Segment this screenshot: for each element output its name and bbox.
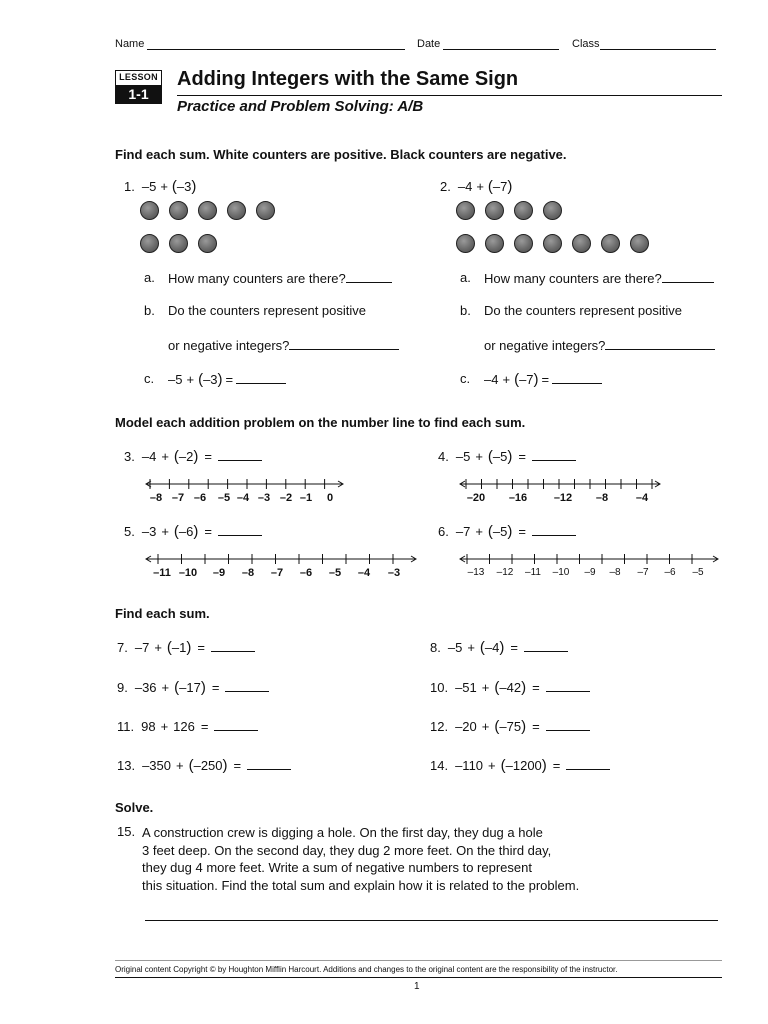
question-b-letter: b.	[460, 303, 471, 318]
addend-a: –20	[455, 719, 477, 734]
sign-answer-blank[interactable]	[289, 337, 399, 350]
equals-sign: =	[541, 372, 550, 387]
addend-b: –2	[178, 449, 194, 464]
problem-number: 5.	[124, 524, 135, 539]
answer-blank[interactable]	[532, 448, 576, 461]
addend-b: –5	[492, 449, 508, 464]
number-line-label: –10	[178, 567, 198, 579]
expression	[456, 449, 576, 464]
addend-a: –350	[142, 758, 171, 773]
question-a-letter: a.	[144, 270, 155, 285]
negative-counter	[456, 234, 475, 253]
negative-counter	[169, 201, 188, 220]
number-line-label: –7	[270, 567, 284, 579]
expression	[455, 719, 590, 734]
addend-b: –4	[484, 640, 500, 655]
addend-b: –3	[176, 179, 192, 194]
equals-sign: =	[532, 719, 540, 734]
number-line-label: –8	[595, 492, 609, 504]
negative-counter	[198, 234, 217, 253]
question-a-letter: a.	[460, 270, 471, 285]
number-line-label: –4	[635, 492, 649, 504]
plus-sign: +	[481, 680, 490, 695]
addend-a: –4	[141, 449, 157, 464]
negative-counter	[543, 201, 562, 220]
close-paren: )	[186, 639, 192, 656]
problem-number: 7.	[117, 640, 128, 655]
negative-counter	[140, 234, 159, 253]
problem-2	[440, 178, 512, 195]
title-rule	[177, 95, 722, 96]
expression	[142, 449, 262, 464]
addend-a: –51	[455, 680, 477, 695]
copyright-notice: Original content Copyright © by Houghton Mifflin Harcourt. Additions and changes to the original content are the responsibility of the instructor.	[115, 965, 618, 974]
problem-3	[124, 448, 262, 465]
addend-a: 98	[141, 719, 156, 734]
close-paren: )	[541, 757, 547, 774]
answer-blank[interactable]	[214, 718, 258, 731]
problem-5	[124, 523, 262, 540]
name-field-row	[115, 38, 405, 50]
question-b-text: or negative integers?	[484, 338, 606, 353]
problem-number: 4.	[438, 449, 449, 464]
class-field-row	[572, 38, 716, 50]
addend-a: –5	[168, 372, 183, 387]
plus-sign: +	[481, 719, 490, 734]
addend-b: –1200	[505, 758, 542, 773]
answer-blank[interactable]	[524, 639, 568, 652]
expression	[455, 758, 610, 773]
addend-b: –7	[492, 179, 508, 194]
equals-sign: =	[532, 680, 540, 695]
plus-sign: +	[160, 179, 168, 194]
addend-b: –75	[499, 719, 522, 734]
plus-sign: +	[475, 449, 483, 464]
expression	[141, 719, 258, 734]
open-paren: (	[487, 178, 493, 195]
close-paren: )	[193, 448, 199, 465]
expression	[142, 524, 262, 539]
problem-number: 2.	[440, 179, 451, 194]
plus-sign: +	[186, 372, 195, 387]
problem-7	[117, 639, 255, 656]
close-paren: )	[200, 679, 206, 696]
equals-sign: =	[204, 449, 212, 464]
section1-instruction: Find each sum. White counters are positive. Black counters are negative.	[115, 147, 567, 162]
negative-counter	[485, 234, 504, 253]
problem-15-text	[142, 824, 579, 894]
class-label: Class	[572, 38, 600, 50]
number-line-label: –8	[241, 567, 255, 579]
negative-counter	[456, 201, 475, 220]
number-line[interactable]	[0, 474, 768, 514]
expression	[135, 680, 270, 695]
negative-counter	[543, 234, 562, 253]
addend-a: –7	[134, 640, 150, 655]
problem-4	[438, 448, 576, 465]
problem-number: 12.	[430, 719, 449, 734]
date-label: Date	[417, 38, 441, 50]
addend-a: –5	[447, 640, 463, 655]
section3-instruction: Find each sum.	[115, 606, 210, 621]
problem-number: 8.	[430, 640, 441, 655]
addend-a: –5	[455, 449, 471, 464]
addend-a: –4	[457, 179, 473, 194]
answer-line-15[interactable]	[145, 920, 718, 921]
question-c	[484, 371, 602, 388]
addend-b: –42	[499, 680, 522, 695]
equals-sign: =	[204, 524, 212, 539]
negative-counter	[140, 201, 159, 220]
problem-14	[430, 757, 610, 774]
close-paren: )	[507, 523, 513, 540]
problem-15-line: they dug 4 more feet. Write a sum of negative numbers to represent	[142, 860, 532, 875]
date-blank[interactable]	[443, 38, 559, 50]
equals-sign: =	[552, 758, 561, 773]
open-paren: (	[171, 178, 177, 195]
problem-9	[117, 679, 269, 696]
open-paren: (	[198, 371, 204, 388]
lesson-label: LESSON	[119, 72, 158, 82]
problem-15-number: 15.	[117, 824, 136, 839]
plus-sign: +	[475, 524, 483, 539]
plus-sign: +	[161, 524, 169, 539]
page-title: Adding Integers with the Same Sign	[177, 68, 519, 90]
negative-counter	[485, 201, 504, 220]
number-line-label: –20	[466, 492, 486, 504]
equals-sign: =	[233, 758, 242, 773]
answer-blank[interactable]	[566, 757, 610, 770]
footer-rule-top	[115, 960, 722, 961]
question-b-text: or negative integers?	[168, 338, 290, 353]
problem-15-line: 3 feet deep. On the second day, they dug 2 more feet. On the third day,	[142, 842, 552, 858]
plus-sign: +	[160, 719, 169, 734]
question-b-line2	[168, 337, 399, 353]
sum-answer-blank[interactable]	[552, 371, 602, 384]
answer-blank[interactable]	[247, 757, 291, 770]
number-line-label: –9	[212, 567, 226, 579]
addend-b: 126	[173, 719, 195, 734]
expression	[135, 640, 255, 655]
problem-8	[430, 639, 568, 656]
equals-sign: =	[518, 449, 526, 464]
open-paren: (	[174, 679, 180, 696]
number-line-label: –11	[153, 567, 171, 579]
plus-sign: +	[476, 179, 484, 194]
addend-b: –1	[171, 640, 187, 655]
plus-sign: +	[467, 640, 475, 655]
number-line-label: –8	[149, 492, 163, 504]
close-paren: )	[222, 757, 228, 774]
question-b-line1: Do the counters represent positive	[168, 303, 366, 318]
number-line-label: –5	[328, 567, 342, 579]
number-line-label: –4	[357, 567, 371, 579]
number-line-label: –5	[217, 492, 231, 504]
sign-answer-blank[interactable]	[605, 337, 715, 350]
addend-a: –5	[141, 179, 157, 194]
name-blank[interactable]	[147, 38, 405, 50]
counter-count-blank[interactable]	[346, 270, 392, 283]
question-a-text: How many counters are there?	[168, 271, 346, 286]
number-line-label: –16	[508, 492, 528, 504]
number-line-label: 0	[326, 492, 334, 504]
page-subtitle: Practice and Problem Solving: A/B	[177, 98, 424, 115]
problem-13	[117, 757, 291, 774]
equals-sign: =	[211, 680, 220, 695]
number-line-label: –1	[299, 492, 313, 504]
question-c	[168, 371, 286, 388]
expression	[448, 640, 568, 655]
addend-b: –17	[179, 680, 201, 695]
number-line-label: –10	[552, 567, 570, 578]
class-blank[interactable]	[600, 38, 716, 50]
problem-number: 13.	[117, 758, 136, 773]
addend-b: –3	[203, 372, 218, 387]
addend-b: –250	[193, 758, 223, 773]
number-line-label: –13	[467, 567, 485, 578]
open-paren: (	[487, 448, 493, 465]
addend-a: –3	[141, 524, 157, 539]
negative-counter	[630, 234, 649, 253]
close-paren: )	[217, 371, 223, 388]
expression	[455, 680, 590, 695]
question-a-text: How many counters are there?	[484, 271, 662, 286]
close-paren: )	[499, 639, 505, 656]
number-line-label: –12	[553, 492, 573, 504]
answer-blank[interactable]	[546, 679, 590, 692]
close-paren: )	[191, 178, 197, 195]
problem-10	[430, 679, 590, 696]
close-paren: )	[507, 448, 513, 465]
page-number: 1	[414, 981, 420, 992]
plus-sign: +	[161, 680, 170, 695]
problem-6	[438, 523, 576, 540]
question-b-line2	[484, 337, 715, 353]
number-line-label: –4	[236, 492, 250, 504]
problem-11	[117, 718, 258, 734]
number-line-label: –11	[525, 567, 541, 578]
addend-a: –4	[484, 372, 499, 387]
negative-counter	[514, 234, 533, 253]
open-paren: (	[494, 718, 500, 735]
close-paren: )	[533, 371, 539, 388]
addend-a: –7	[455, 524, 471, 539]
addend-a: –36	[134, 680, 157, 695]
open-paren: (	[173, 448, 179, 465]
question-a	[484, 270, 714, 286]
problem-number: 11.	[117, 719, 135, 734]
lesson-badge	[115, 70, 162, 104]
plus-sign: +	[502, 372, 511, 387]
open-paren: (	[479, 639, 485, 656]
open-paren: (	[173, 523, 179, 540]
open-paren: (	[514, 371, 520, 388]
answer-blank[interactable]	[218, 448, 262, 461]
open-paren: (	[487, 523, 493, 540]
addend-b: –6	[178, 524, 194, 539]
plus-sign: +	[161, 449, 169, 464]
problem-12	[430, 718, 590, 735]
negative-counter	[227, 201, 246, 220]
problem-number: 6.	[438, 524, 449, 539]
question-c-letter: c.	[144, 371, 155, 386]
plus-sign: +	[176, 758, 184, 773]
equals-sign: =	[510, 640, 518, 655]
counter-count-blank[interactable]	[662, 270, 714, 283]
question-b-line1: Do the counters represent positive	[484, 303, 682, 318]
equals-sign: =	[197, 640, 205, 655]
negative-counter	[572, 234, 591, 253]
open-paren: (	[494, 679, 500, 696]
close-paren: )	[193, 523, 199, 540]
plus-sign: +	[154, 640, 162, 655]
number-line-label: –6	[299, 567, 313, 579]
sum-answer-blank[interactable]	[236, 371, 286, 384]
lesson-number: 1-1	[116, 85, 161, 103]
open-paren: (	[166, 639, 172, 656]
problem-number: 3.	[124, 449, 135, 464]
problem-number: 1.	[124, 179, 135, 194]
number-line-label: –7	[171, 492, 185, 504]
problem-1	[124, 178, 196, 195]
answer-blank[interactable]	[546, 718, 590, 731]
number-line-label: –9	[584, 567, 596, 578]
addend-b: –7	[519, 372, 534, 387]
number-line-label: –2	[279, 492, 293, 504]
problem-number: 14.	[430, 758, 449, 773]
answer-blank[interactable]	[532, 523, 576, 536]
negative-counter	[601, 234, 620, 253]
open-paren: (	[500, 757, 506, 774]
negative-counter	[256, 201, 275, 220]
equals-sign: =	[518, 524, 526, 539]
number-line-label: –5	[692, 567, 704, 578]
problem-number: 10.	[430, 680, 449, 695]
answer-blank[interactable]	[225, 679, 269, 692]
problem-15-line: this situation. Find the total sum and explain how it is related to the problem.	[142, 877, 580, 893]
date-field-row	[417, 38, 559, 50]
expression	[142, 758, 291, 773]
number-line-label: –8	[609, 567, 621, 578]
section2-instruction: Model each addition problem on the number line to find each sum.	[115, 415, 526, 430]
plus-sign: +	[488, 758, 496, 773]
question-c-letter: c.	[460, 371, 471, 386]
number-line-label: –6	[193, 492, 207, 504]
negative-counter	[198, 201, 217, 220]
close-paren: )	[507, 178, 513, 195]
negative-counter	[169, 234, 188, 253]
number-line-label: –12	[496, 567, 514, 578]
footer-rule	[115, 977, 722, 978]
open-paren: (	[188, 757, 194, 774]
question-a	[168, 270, 392, 286]
addend-a: –110	[455, 758, 484, 773]
equals-sign: =	[225, 372, 234, 387]
number-line-label: –7	[637, 567, 649, 578]
negative-counter	[514, 201, 533, 220]
equals-sign: =	[200, 719, 209, 734]
problem-number: 9.	[117, 680, 128, 695]
answer-blank[interactable]	[211, 639, 255, 652]
number-line-label: –6	[664, 567, 676, 578]
number-line-label: –3	[387, 567, 401, 579]
name-label: Name	[115, 38, 145, 50]
close-paren: )	[521, 718, 527, 735]
number-line-label: –3	[257, 492, 271, 504]
question-b-letter: b.	[144, 303, 155, 318]
expression	[456, 524, 576, 539]
problem-15-line: A construction crew is digging a hole. On the first day, they dug a hole	[142, 825, 543, 840]
close-paren: )	[521, 679, 527, 696]
addend-b: –5	[492, 524, 508, 539]
section4-instruction: Solve.	[115, 800, 154, 815]
answer-blank[interactable]	[218, 523, 262, 536]
